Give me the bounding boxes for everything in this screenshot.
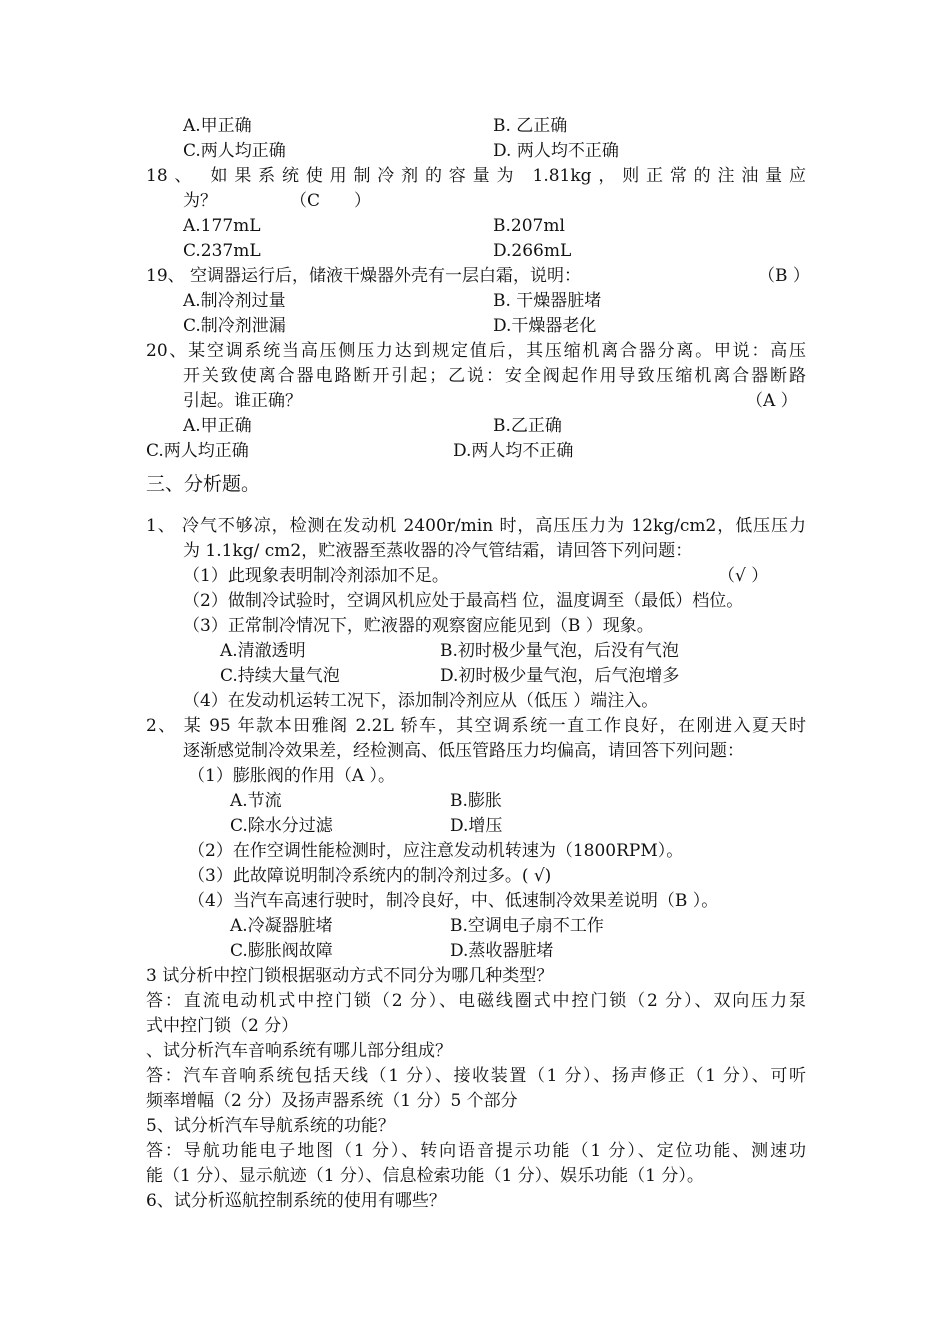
problem-5-answer-cont: 能（1 分）、显示航迹（1 分）、信息检索功能（1 分）、娱乐功能（1 分）。	[146, 1166, 704, 1186]
option-a: A.制冷剂过量	[183, 291, 286, 311]
problem-2-sub-4: （4）当汽车高速行驶时，制冷良好，中、低速制冷效果差说明（B ）。	[188, 891, 719, 911]
option-b: B.207ml	[493, 216, 565, 236]
question-20: 20、某空调系统当高压侧压力达到规定值后，其压缩机离合器分离。甲说：高压	[146, 341, 806, 361]
problem-1-cont: 为 1.1kg/ cm2，贮液器至蒸收器的冷气管结霜，请回答下列问题：	[183, 541, 693, 561]
option-c: C.两人均正确	[183, 141, 286, 161]
problem-3-answer-cont: 式中控门锁（2 分）	[146, 1016, 299, 1036]
problem-6: 6、试分析巡航控制系统的使用有哪些？	[146, 1191, 446, 1211]
question-20-cont: 开关致使离合器电路断开引起；乙说：安全阀起作用导致压缩机离合器断路	[183, 366, 806, 386]
question-18-cont: 为？	[183, 191, 217, 211]
option-a: A.冷凝器脏堵	[230, 916, 333, 936]
problem-5-answer: 答：导航功能电子地图（1 分）、转向语音提示功能（1 分）、定位功能、测速功	[146, 1141, 806, 1161]
option-d: D. 两人均不正确	[493, 141, 619, 161]
problem-4: 、试分析汽车音响系统有哪儿部分组成？	[146, 1041, 452, 1061]
question-19-answer: （B ）	[758, 266, 810, 286]
problem-2-cont: 逐渐感觉制冷效果差，经检测高、低压管路压力均偏高，请回答下列问题：	[183, 741, 744, 761]
option-d: D.蒸收器脏堵	[450, 941, 554, 961]
problem-1: 1、 冷气不够凉，检测在发动机 2400r/min 时，高压压力为 12kg/cm2，低压压力	[146, 516, 806, 536]
question-18-answer: （C ）	[290, 191, 372, 211]
problem-1-sub-1: （1）此现象表明制冷剂添加不足。	[183, 566, 449, 586]
problem-1-sub-3: （3）正常制冷情况下，贮液器的观察窗应能见到（B ）现象。	[183, 616, 654, 636]
option-b: B.乙正确	[493, 416, 562, 436]
option-d: D.266mL	[493, 241, 572, 261]
problem-1-sub-2: （2）做制冷试验时，空调风机应处于最高档 位，温度调至（最低）档位。	[183, 591, 744, 611]
problem-4-answer: 答：汽车音响系统包括天线（1 分）、接收装置（1 分）、扬声修正（1 分）、可听	[146, 1066, 806, 1086]
problem-2-sub-1: （1）膨胀阀的作用（A ）。	[188, 766, 395, 786]
option-c: C.膨胀阀故障	[230, 941, 333, 961]
problem-2-sub-2: （2）在作空调性能检测时，应注意发动机转速为（1800RPM）。	[188, 841, 684, 861]
problem-5: 5、试分析汽车导航系统的功能？	[146, 1116, 395, 1136]
option-b: B.空调电子扇不工作	[450, 916, 604, 936]
option-a: A.甲正确	[183, 116, 252, 136]
question-19: 19、 空调器运行后，储液干燥器外壳有一层白霜，说明：	[146, 266, 582, 286]
option-a: A.清澈透明	[220, 641, 306, 661]
problem-2-sub-3: （3）此故障说明制冷系统内的制冷剂过多。( √)	[188, 866, 552, 886]
problem-3-answer: 答：直流电动机式中控门锁（2 分）、电磁线圈式中控门锁（2 分）、双向压力泵	[146, 991, 806, 1011]
question-20-answer: （A ）	[746, 391, 798, 411]
option-b: B.膨胀	[450, 791, 502, 811]
option-c: C.制冷剂泄漏	[183, 316, 286, 336]
option-d: D.增压	[450, 816, 503, 836]
problem-1-sub-4: （4）在发动机运转工况下，添加制冷剂应从（低压 ）端注入。	[183, 691, 659, 711]
option-c: C.237mL	[183, 241, 261, 261]
section-heading: 三、分析题。	[146, 473, 261, 495]
option-a: A.177mL	[183, 216, 261, 236]
option-c: C.持续大量气泡	[220, 666, 340, 686]
problem-2: 2、 某 95 年款本田雅阁 2.2L 轿车，其空调系统一直工作良好，在刚进入夏天时	[146, 716, 806, 736]
problem-3: 3 试分析中控门锁根据驱动方式不同分为哪几种类型？	[146, 966, 554, 986]
option-a: A.甲正确	[183, 416, 252, 436]
option-b: B. 干燥器脏堵	[493, 291, 602, 311]
option-b: B. 乙正确	[493, 116, 568, 136]
problem-1-sub-1-answer: （√ ）	[718, 566, 769, 586]
option-a: A.节流	[230, 791, 282, 811]
question-20-cont2: 引起。谁正确？	[183, 391, 302, 411]
option-b: B.初时极少量气泡，后没有气泡	[440, 641, 679, 661]
option-d: D.初时极少量气泡，后气泡增多	[440, 666, 680, 686]
option-c: C.两人均正确	[146, 441, 249, 461]
question-18: 18、 如果系统使用制冷剂的容量为 1.81kg，则正常的注油量应	[146, 166, 806, 186]
option-c: C.除水分过滤	[230, 816, 333, 836]
option-d: D.干燥器老化	[493, 316, 597, 336]
problem-4-answer-cont: 频率增幅（2 分）及扬声器系统（1 分）5 个部分	[146, 1091, 518, 1111]
option-d: D.两人均不正确	[453, 441, 574, 461]
